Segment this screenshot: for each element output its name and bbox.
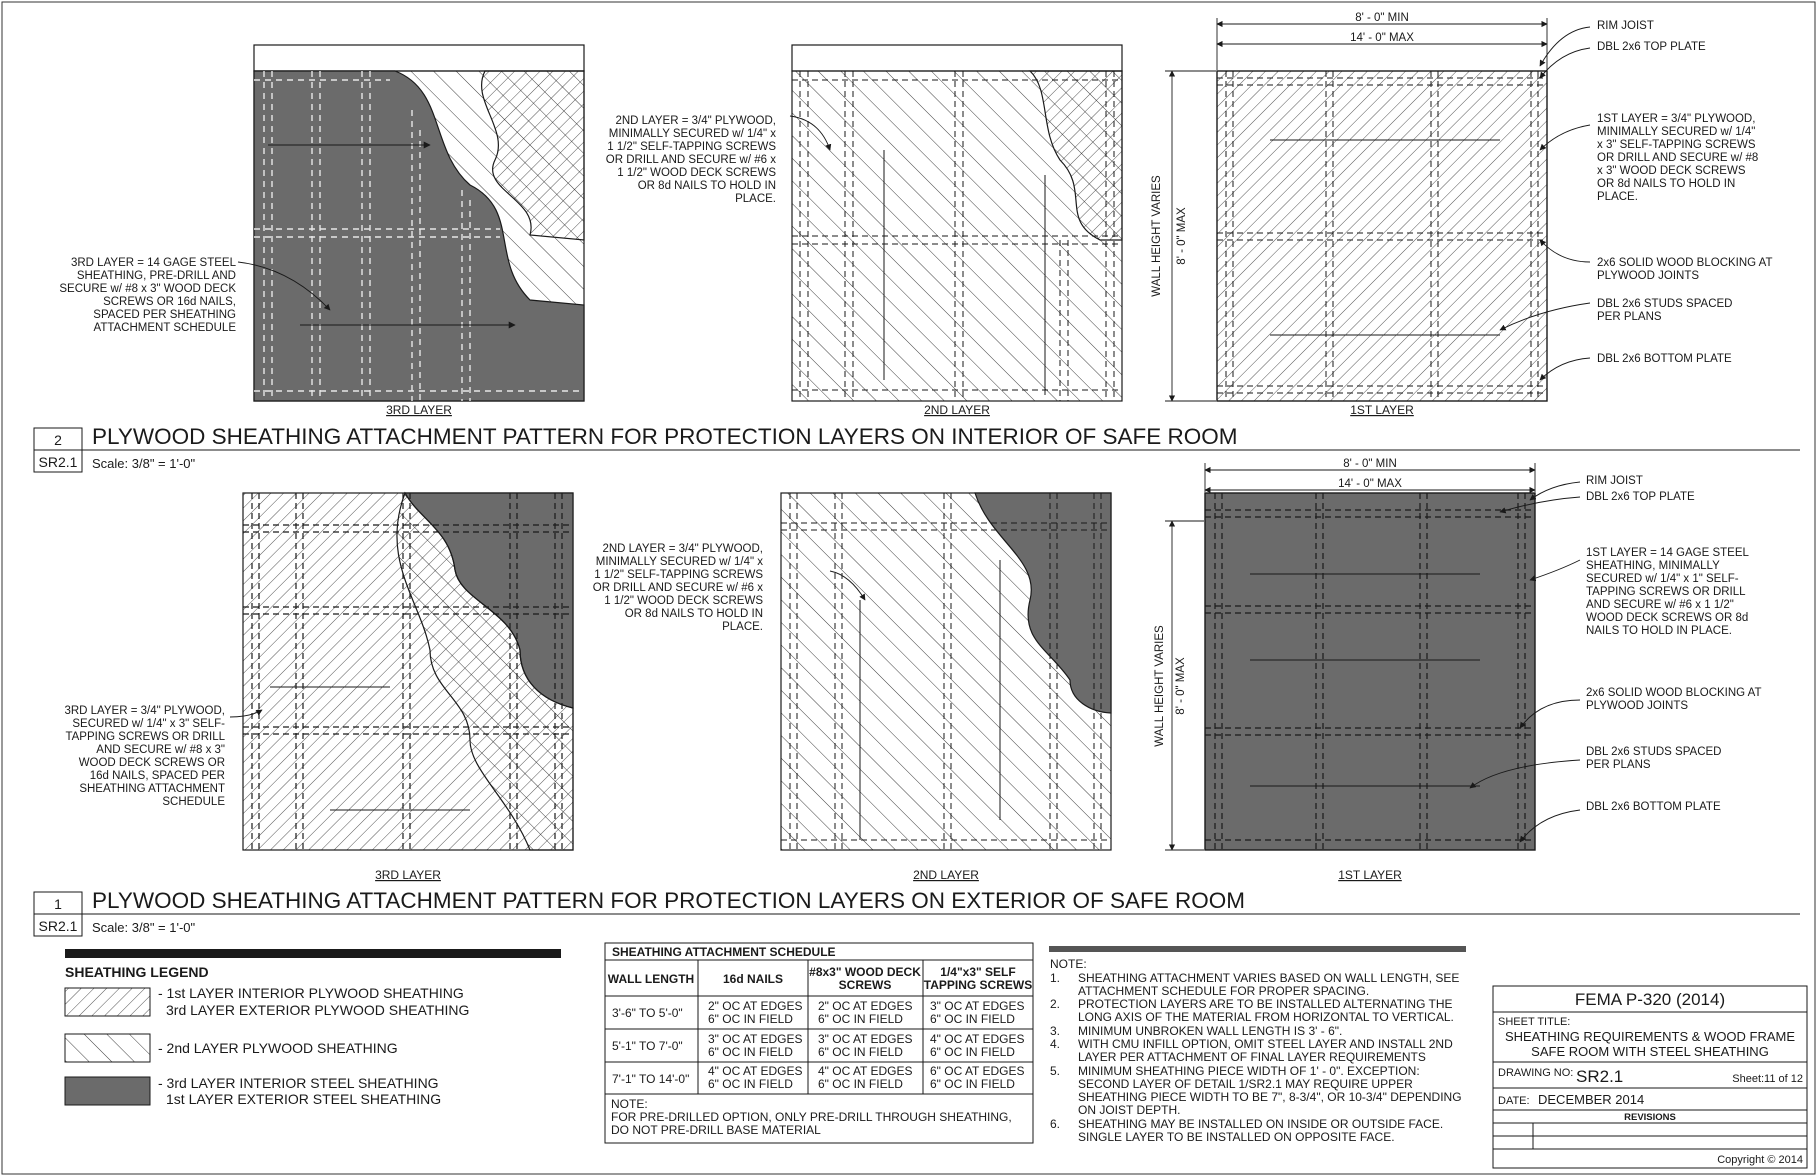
svg-text:PLACE.: PLACE. [1597,191,1638,203]
detail-title: PLYWOOD SHEATHING ATTACHMENT PATTERN FOR PROTECTION LAYERS ON EXTERIOR OF SAFE ROOM [92,888,1246,913]
svg-text:PLACE.: PLACE. [735,193,776,205]
svg-text:PLACE.: PLACE. [722,621,763,633]
legend-title: SHEATHING LEGEND [65,964,209,980]
svg-text:ATTACHMENT SCHEDULE FOR PROPER: ATTACHMENT SCHEDULE FOR PROPER SPACING. [1078,984,1370,998]
project-title: FEMA P-320 (2014) [1574,990,1726,1009]
svg-text:OR 8d NAILS TO HOLD IN: OR 8d NAILS TO HOLD IN [1597,178,1736,190]
detail-1-title-strip [34,888,1800,936]
drawing-number: SR2.1 [1576,1067,1624,1086]
svg-text:TAPPING SCREWS OR DRILL: TAPPING SCREWS OR DRILL [65,731,225,743]
sheet-count: Sheet:11 of 12 [1732,1073,1803,1085]
schedule-header: #8x3" WOOD DECK [809,965,921,979]
svg-text:1 1/2" SELF-TAPPING SCREWS: 1 1/2" SELF-TAPPING SCREWS [607,141,776,153]
svg-text:- 3rd LAYER INTERIOR STEEL SHE: - 3rd LAYER INTERIOR STEEL SHEATHING [158,1075,439,1091]
svg-text:ON JOIST DEPTH.: ON JOIST DEPTH. [1078,1103,1181,1117]
svg-text:PLYWOOD JOINTS: PLYWOOD JOINTS [1597,270,1700,282]
revisions-header: REVISIONS [1624,1112,1676,1123]
title-block [1493,986,1807,1168]
svg-text:SECURED w/ 1/4" x 3" SELF-: SECURED w/ 1/4" x 3" SELF- [72,718,225,730]
dimension-min: 8' - 0" MIN [1355,12,1409,24]
dimension-min: 8' - 0" MIN [1343,458,1397,470]
svg-text:MINIMALLY SECURED w/ 1/4" x: MINIMALLY SECURED w/ 1/4" x [608,128,776,140]
svg-text:2ND LAYER = 3/4" PLYWOOD,: 2ND LAYER = 3/4" PLYWOOD, [615,115,776,127]
svg-text:DBL 2x6 BOTTOM PLATE: DBL 2x6 BOTTOM PLATE [1586,801,1721,813]
schedule-row [612,1064,1025,1091]
detail-scale: Scale: 3/8" = 1'-0" [92,920,196,935]
notes-heading: NOTE: [1050,957,1087,971]
svg-text:- 1st LAYER INTERIOR PLYWOOD S: - 1st LAYER INTERIOR PLYWOOD SHEATHING [158,985,464,1001]
svg-text:7'-1" TO 14'-0": 7'-1" TO 14'-0" [612,1072,690,1086]
note-item [1050,971,1459,998]
svg-text:OR DRILL AND SECURE w/ #8: OR DRILL AND SECURE w/ #8 [1597,152,1759,164]
notes-right-framing [1597,20,1773,365]
panel-1st-layer-interior [1217,71,1547,401]
svg-text:1st LAYER EXTERIOR STEEL SHEAT: 1st LAYER EXTERIOR STEEL SHEATHING [166,1091,442,1107]
svg-text:6" OC IN FIELD: 6" OC IN FIELD [818,1045,903,1059]
svg-text:3RD LAYER = 14 GAGE STEEL: 3RD LAYER = 14 GAGE STEEL [70,257,236,269]
svg-text:3'-6" TO 5'-0": 3'-6" TO 5'-0" [612,1006,683,1020]
sheathing-attachment-schedule [605,943,1033,1143]
panel-2nd-layer-interior [792,45,1122,401]
svg-text:4" OC AT EDGES: 4" OC AT EDGES [818,1064,913,1078]
svg-text:AND SECURE w/ #8 x 3": AND SECURE w/ #8 x 3" [96,744,225,756]
svg-text:1.: 1. [1050,971,1061,985]
height-max-label: 8' - 0" MAX [1175,657,1187,715]
svg-text:1ST LAYER = 14 GAGE STEEL: 1ST LAYER = 14 GAGE STEEL [1586,547,1749,559]
svg-text:3" OC AT EDGES: 3" OC AT EDGES [930,999,1025,1013]
note-item [1050,1024,1342,1038]
panel-3rd-layer-interior [254,45,584,401]
svg-text:DO NOT PRE-DRILL BASE MATERIAL: DO NOT PRE-DRILL BASE MATERIAL [611,1123,821,1137]
drawing-no-label: DRAWING NO: [1498,1067,1574,1079]
svg-text:2" OC AT EDGES: 2" OC AT EDGES [708,999,803,1013]
svg-text:WOOD DECK SCREWS OR 8d: WOOD DECK SCREWS OR 8d [1586,612,1749,624]
svg-text:SCHEDULE: SCHEDULE [162,796,225,808]
svg-text:- 2nd LAYER PLYWOOD SHEATHING: - 2nd LAYER PLYWOOD SHEATHING [158,1040,398,1056]
legend-item-solid-gray [65,1075,441,1107]
svg-text:AND SECURE w/ #6 x 1 1/2": AND SECURE w/ #6 x 1 1/2" [1586,599,1734,611]
note-left-3rd-layer [59,257,236,334]
svg-text:RIM JOIST: RIM JOIST [1597,20,1654,32]
svg-text:1 1/2" WOOD DECK SCREWS: 1 1/2" WOOD DECK SCREWS [604,595,763,607]
svg-text:3RD LAYER = 3/4" PLYWOOD,: 3RD LAYER = 3/4" PLYWOOD, [64,705,225,717]
svg-text:PER PLANS: PER PLANS [1586,759,1651,771]
date-label: DATE: [1498,1095,1530,1107]
schedule-row [612,1032,1025,1059]
svg-text:DBL 2x6 STUDS SPACED: DBL 2x6 STUDS SPACED [1586,746,1722,758]
svg-text:SINGLE LAYER TO BE INSTALLED O: SINGLE LAYER TO BE INSTALLED ON OPPOSITE FACE. [1078,1130,1395,1144]
svg-text:16d NAILS, SPACED PER: 16d NAILS, SPACED PER [89,770,225,782]
sheet-title-line-2: SAFE ROOM WITH STEEL SHEATHING [1531,1044,1769,1059]
svg-text:NOTE:: NOTE: [611,1097,648,1111]
svg-text:6" OC IN FIELD: 6" OC IN FIELD [818,1077,903,1091]
svg-text:2x6 SOLID WOOD BLOCKING AT: 2x6 SOLID WOOD BLOCKING AT [1597,257,1773,269]
note-item [1050,1117,1443,1144]
svg-text:TAPPING SCREWS OR DRILL: TAPPING SCREWS OR DRILL [1586,586,1746,598]
svg-text:SHEATHING PIECE WIDTH TO BE 7": SHEATHING PIECE WIDTH TO BE 7", 8-3/4", OR 10-3/4" DEPENDING [1078,1090,1462,1104]
detail-2-interior [34,12,1800,472]
svg-text:SHEATHING, MINIMALLY: SHEATHING, MINIMALLY [1586,560,1720,572]
svg-text:6.: 6. [1050,1117,1061,1131]
svg-text:4" OC AT EDGES: 4" OC AT EDGES [930,1032,1025,1046]
svg-text:x 3" WOOD DECK SCREWS: x 3" WOOD DECK SCREWS [1597,165,1746,177]
svg-text:6" OC IN FIELD: 6" OC IN FIELD [708,1077,793,1091]
svg-text:MINIMALLY SECURED w/ 1/4": MINIMALLY SECURED w/ 1/4" [1597,126,1756,138]
svg-text:PROTECTION LAYERS ARE TO BE IN: PROTECTION LAYERS ARE TO BE INSTALLED ALTERNATING THE [1078,997,1453,1011]
svg-text:MINIMALLY SECURED w/ 1/4" x: MINIMALLY SECURED w/ 1/4" x [595,556,763,568]
svg-text:6" OC IN FIELD: 6" OC IN FIELD [708,1012,793,1026]
svg-text:SECURED w/ 1/4" x 1" SELF-: SECURED w/ 1/4" x 1" SELF- [1586,573,1739,585]
svg-text:3rd LAYER EXTERIOR PLYWOOD SHE: 3rd LAYER EXTERIOR PLYWOOD SHEATHING [166,1002,470,1018]
svg-text:3" OC AT EDGES: 3" OC AT EDGES [818,1032,913,1046]
svg-text:OR DRILL AND SECURE w/ #6 x: OR DRILL AND SECURE w/ #6 x [592,582,763,594]
panel-label-1st-layer: 1ST LAYER [1350,403,1414,417]
schedule-header: 16d NAILS [722,972,784,986]
svg-text:2x6 SOLID WOOD BLOCKING AT: 2x6 SOLID WOOD BLOCKING AT [1586,687,1762,699]
schedule-row [612,999,1025,1026]
svg-text:6" OC AT EDGES: 6" OC AT EDGES [930,1064,1025,1078]
svg-text:1ST LAYER = 3/4" PLYWOOD,: 1ST LAYER = 3/4" PLYWOOD, [1597,113,1756,125]
schedule-title: SHEATHING ATTACHMENT SCHEDULE [612,945,836,959]
svg-text:MINIMUM SHEATHING PIECE WIDTH: MINIMUM SHEATHING PIECE WIDTH OF 1' - 0". EXCEPTION: [1078,1064,1420,1078]
svg-text:OR DRILL AND SECURE w/ #6 x: OR DRILL AND SECURE w/ #6 x [605,154,776,166]
panel-1st-layer-exterior [1205,493,1535,850]
dimension-max: 14' - 0" MAX [1338,478,1402,490]
svg-text:4" OC AT EDGES: 4" OC AT EDGES [708,1064,803,1078]
svg-text:DBL 2x6 TOP PLATE: DBL 2x6 TOP PLATE [1597,41,1706,53]
svg-text:SECURE w/ #8 x 3" WOOD DECK: SECURE w/ #8 x 3" WOOD DECK [59,283,236,295]
svg-text:4.: 4. [1050,1037,1061,1051]
svg-text:OR 8d NAILS TO HOLD IN: OR 8d NAILS TO HOLD IN [637,180,776,192]
panel-label-2nd-layer: 2ND LAYER [924,403,990,417]
note-mid-2nd-layer [593,543,764,633]
svg-text:x 3" SELF-TAPPING SCREWS: x 3" SELF-TAPPING SCREWS [1597,139,1756,151]
note-item [1050,997,1454,1024]
svg-text:SHEATHING ATTACHMENT VARIES BA: SHEATHING ATTACHMENT VARIES BASED ON WALL LENGTH, SEE [1078,971,1460,985]
svg-text:5.: 5. [1050,1064,1061,1078]
svg-text:RIM JOIST: RIM JOIST [1586,475,1643,487]
svg-text:SHEATHING ATTACHMENT: SHEATHING ATTACHMENT [79,783,225,795]
svg-text:LAYER PER ATTACHMENT OF FINAL: LAYER PER ATTACHMENT OF FINAL LAYER REQUIREMENTS [1078,1050,1426,1064]
sheet-title-label: SHEET TITLE: [1498,1016,1571,1028]
svg-text:ATTACHMENT SCHEDULE: ATTACHMENT SCHEDULE [93,322,236,334]
svg-text:MINIMUM UNBROKEN WALL LENGTH I: MINIMUM UNBROKEN WALL LENGTH IS 3' - 6". [1078,1024,1343,1038]
panel-label-2nd-layer: 2ND LAYER [913,868,979,882]
svg-text:6" OC IN FIELD: 6" OC IN FIELD [930,1045,1015,1059]
height-max-label: 8' - 0" MAX [1176,207,1188,265]
svg-text:6" OC IN FIELD: 6" OC IN FIELD [708,1045,793,1059]
schedule-header-row [608,965,1032,992]
schedule-header: 1/4"x3" SELF [940,965,1016,979]
schedule-header: SCREWS [838,978,892,992]
svg-text:DBL 2x6 TOP PLATE: DBL 2x6 TOP PLATE [1586,491,1695,503]
panel-label-3rd-layer: 3RD LAYER [375,868,441,882]
detail-title: PLYWOOD SHEATHING ATTACHMENT PATTERN FOR PROTECTION LAYERS ON INTERIOR OF SAFE ROOM [92,424,1238,449]
svg-text:PLYWOOD JOINTS: PLYWOOD JOINTS [1586,700,1689,712]
schedule-header: TAPPING SCREWS [923,978,1033,992]
svg-text:SHEATHING, PRE-DRILL AND: SHEATHING, PRE-DRILL AND [76,270,236,282]
general-notes [1049,946,1466,1144]
svg-text:1 1/2" SELF-TAPPING SCREWS: 1 1/2" SELF-TAPPING SCREWS [594,569,763,581]
note-item [1050,1064,1462,1117]
svg-text:SPACED PER SHEATHING: SPACED PER SHEATHING [93,309,236,321]
svg-text:LONG AXIS OF THE MATERIAL FROM: LONG AXIS OF THE MATERIAL FROM HORIZONTAL TO VERTICAL. [1078,1010,1454,1024]
height-label: WALL HEIGHT VARIES [1154,625,1166,747]
svg-text:1 1/2" WOOD DECK SCREWS: 1 1/2" WOOD DECK SCREWS [617,167,776,179]
detail-sheet-ref: SR2.1 [38,454,78,470]
panel-2nd-layer-exterior [781,493,1111,850]
svg-text:NAILS TO HOLD IN PLACE.: NAILS TO HOLD IN PLACE. [1586,625,1732,637]
detail-number: 1 [54,896,62,912]
detail-1-exterior [34,458,1800,936]
svg-text:2ND LAYER = 3/4" PLYWOOD,: 2ND LAYER = 3/4" PLYWOOD, [602,543,763,555]
svg-text:6" OC IN FIELD: 6" OC IN FIELD [818,1012,903,1026]
svg-text:SHEATHING MAY BE INSTALLED ON: SHEATHING MAY BE INSTALLED ON INSIDE OR OUTSIDE FACE. [1078,1117,1444,1131]
svg-text:6" OC IN FIELD: 6" OC IN FIELD [930,1077,1015,1091]
legend-item-coarse-diagonal [65,1034,398,1062]
legend-item-fine-diagonal [65,985,469,1018]
sheet-title: SHEATHING REQUIREMENTS & WOOD FRAME [1504,1029,1796,1044]
detail-scale: Scale: 3/8" = 1'-0" [92,456,196,471]
detail-number: 2 [54,432,62,448]
detail-sheet-ref: SR2.1 [38,918,78,934]
svg-text:2" OC AT EDGES: 2" OC AT EDGES [818,999,913,1013]
panel-3rd-layer-exterior [243,493,573,850]
svg-text:WITH CMU INFILL OPTION, OMIT S: WITH CMU INFILL OPTION, OMIT STEEL LAYER AND INSTALL 2ND [1078,1037,1453,1051]
svg-text:DBL 2x6 STUDS SPACED: DBL 2x6 STUDS SPACED [1597,298,1733,310]
svg-text:SECOND LAYER OF DETAIL 1/SR2.1: SECOND LAYER OF DETAIL 1/SR2.1 MAY REQUIRE UPPER [1078,1077,1413,1091]
svg-text:DBL 2x6 BOTTOM PLATE: DBL 2x6 BOTTOM PLATE [1597,353,1732,365]
dimension-max: 14' - 0" MAX [1350,32,1414,44]
panel-label-3rd-layer: 3RD LAYER [386,403,452,417]
svg-text:3" OC AT EDGES: 3" OC AT EDGES [708,1032,803,1046]
svg-text:WOOD DECK SCREWS OR: WOOD DECK SCREWS OR [78,757,225,769]
height-label: WALL HEIGHT VARIES [1151,175,1163,297]
svg-text:FOR PRE-DRILLED OPTION, ONLY P: FOR PRE-DRILLED OPTION, ONLY PRE-DRILL THROUGH SHEATHING, [611,1110,1012,1124]
svg-text:PER PLANS: PER PLANS [1597,311,1662,323]
panel-label-1st-layer: 1ST LAYER [1338,868,1402,882]
note-mid-2nd-layer [606,115,777,205]
svg-text:6" OC IN FIELD: 6" OC IN FIELD [930,1012,1015,1026]
svg-text:2.: 2. [1050,997,1061,1011]
copyright: Copyright © 2014 [1717,1154,1803,1166]
note-left-3rd-layer [64,705,225,808]
notes-right-framing [1586,475,1762,813]
svg-text:5'-1" TO 7'-0": 5'-1" TO 7'-0" [612,1039,683,1053]
schedule-note [611,1097,1012,1137]
note-item [1050,1037,1453,1064]
svg-text:OR 8d NAILS TO HOLD IN: OR 8d NAILS TO HOLD IN [624,608,763,620]
sheathing-legend [65,949,561,1107]
date-value: DECEMBER 2014 [1538,1092,1645,1107]
svg-text:3.: 3. [1050,1024,1061,1038]
schedule-header: WALL LENGTH [607,972,695,986]
svg-text:SCREWS OR 16d NAILS,: SCREWS OR 16d NAILS, [103,296,236,308]
